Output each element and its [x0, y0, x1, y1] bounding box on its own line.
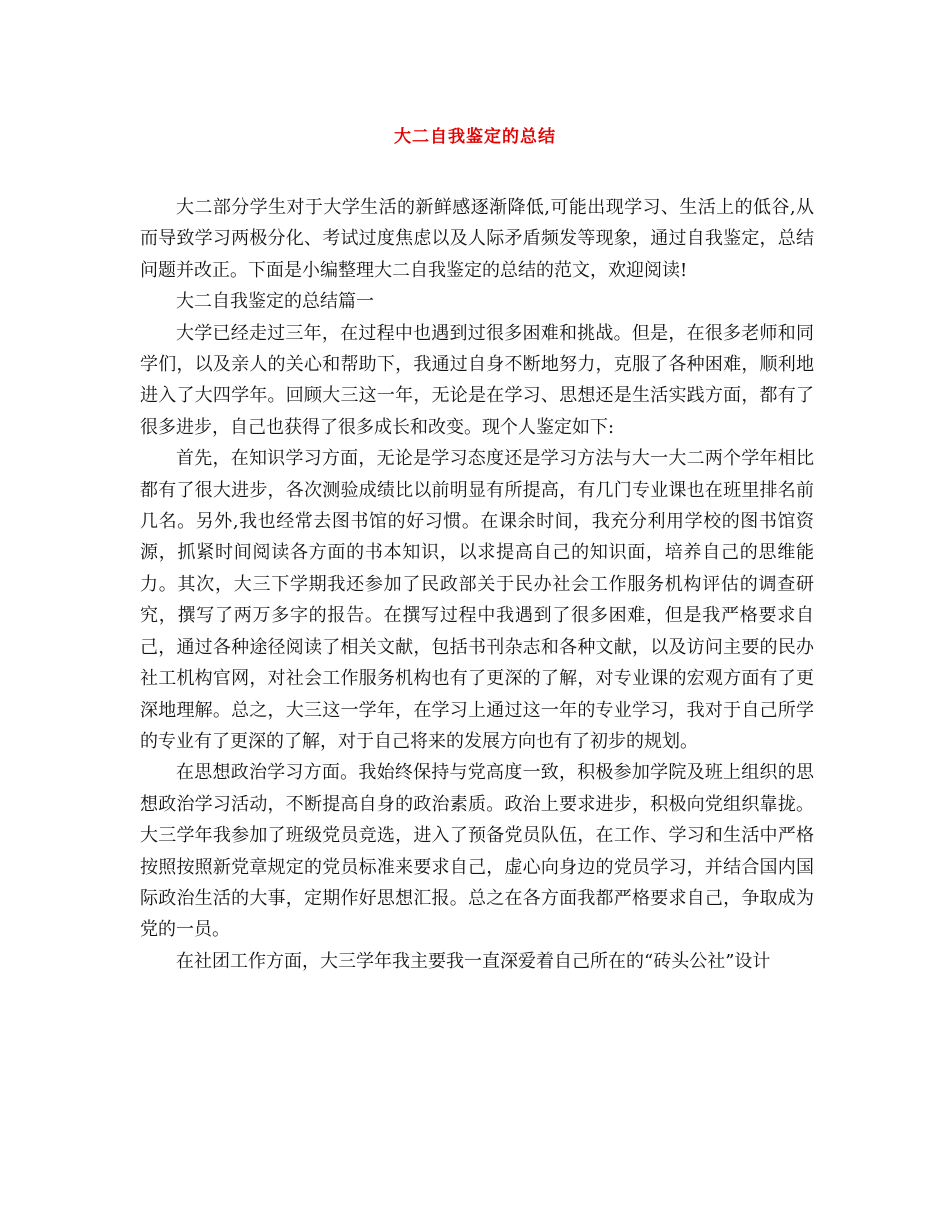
document-title: 大二自我鉴定的总结 [394, 127, 556, 147]
body-paragraph: 在社团工作方面，大三学年我主要我一直深爱着自己所在的“砖头公社”设计 [176, 950, 771, 972]
section-heading: 大二自我鉴定的总结篇一 [176, 291, 374, 313]
intro-paragraph: 大二部分学生对于大学生活的新鲜感逐渐降低,可能出现学习、生活上的低谷,从而导致学习两极分化、考试过度焦虑以及人际矛盾频发等现象，通过自我鉴定，总结问题并改正。下面是小编整理大二自我鉴定的总结的范文，欢迎阅读! [140, 197, 814, 281]
body-paragraph: 在思想政治学习方面。我始终保持与党高度一致，积极参加学院及班上组织的思想政治学习活动，不断提高自身的政治素质。政治上要求进步，积极向党组织靠拢。大三学年我参加了班级党员竞选，进入了预备党员队伍，在工作、学习和生活中严格按照按照新党章规定的党员标准来要求自己，虚心向身边的党员学习，并结合国内国际政治生活的大事，定期作好思想汇报。总之在各方面我都严格要求自己，争取成为党的一员。 [140, 762, 814, 941]
document-body [140, 192, 814, 977]
body-paragraph: 大学已经走过三年，在过程中也遇到过很多困难和挑战。但是，在很多老师和同学们，以及亲人的关心和帮助下，我通过自身不断地努力，克服了各种困难，顺利地进入了大四学年。回顾大三这一年，无论是在学习、思想还是生活实践方面，都有了很多进步，自己也获得了很多成长和改变。现个人鉴定如下: [140, 322, 814, 438]
body-paragraph: 首先，在知识学习方面，无论是学习态度还是学习方法与大一大二两个学年相比都有了很大进步，各次测验成绩比以前明显有所提高，有几门专业课也在班里排名前几名。另外,我也经常去图书馆的好习惯。在课余时间，我充分利用学校的图书馆资源，抓紧时间阅读各方面的书本知识，以求提高自己的知识面，培养自己的思维能力。其次，大三下学期我还参加了民政部关于民办社会工作服务机构评估的调查研究，撰写了两万多字的报告。在撰写过程中我遇到了很多困难，但是我严格要求自己，通过各种途径阅读了相关文献，包括书刊杂志和各种文献，以及访问主要的民办社工机构官网，对社会工作服务机构也有了更深的了解，对专业课的宏观方面有了更深地理解。总之，大三这一学年，在学习上通过这一年的专业学习，我对于自己所学的专业有了更深的了解，对于自己将来的发展方向也有了初步的规划。 [140, 448, 814, 752]
